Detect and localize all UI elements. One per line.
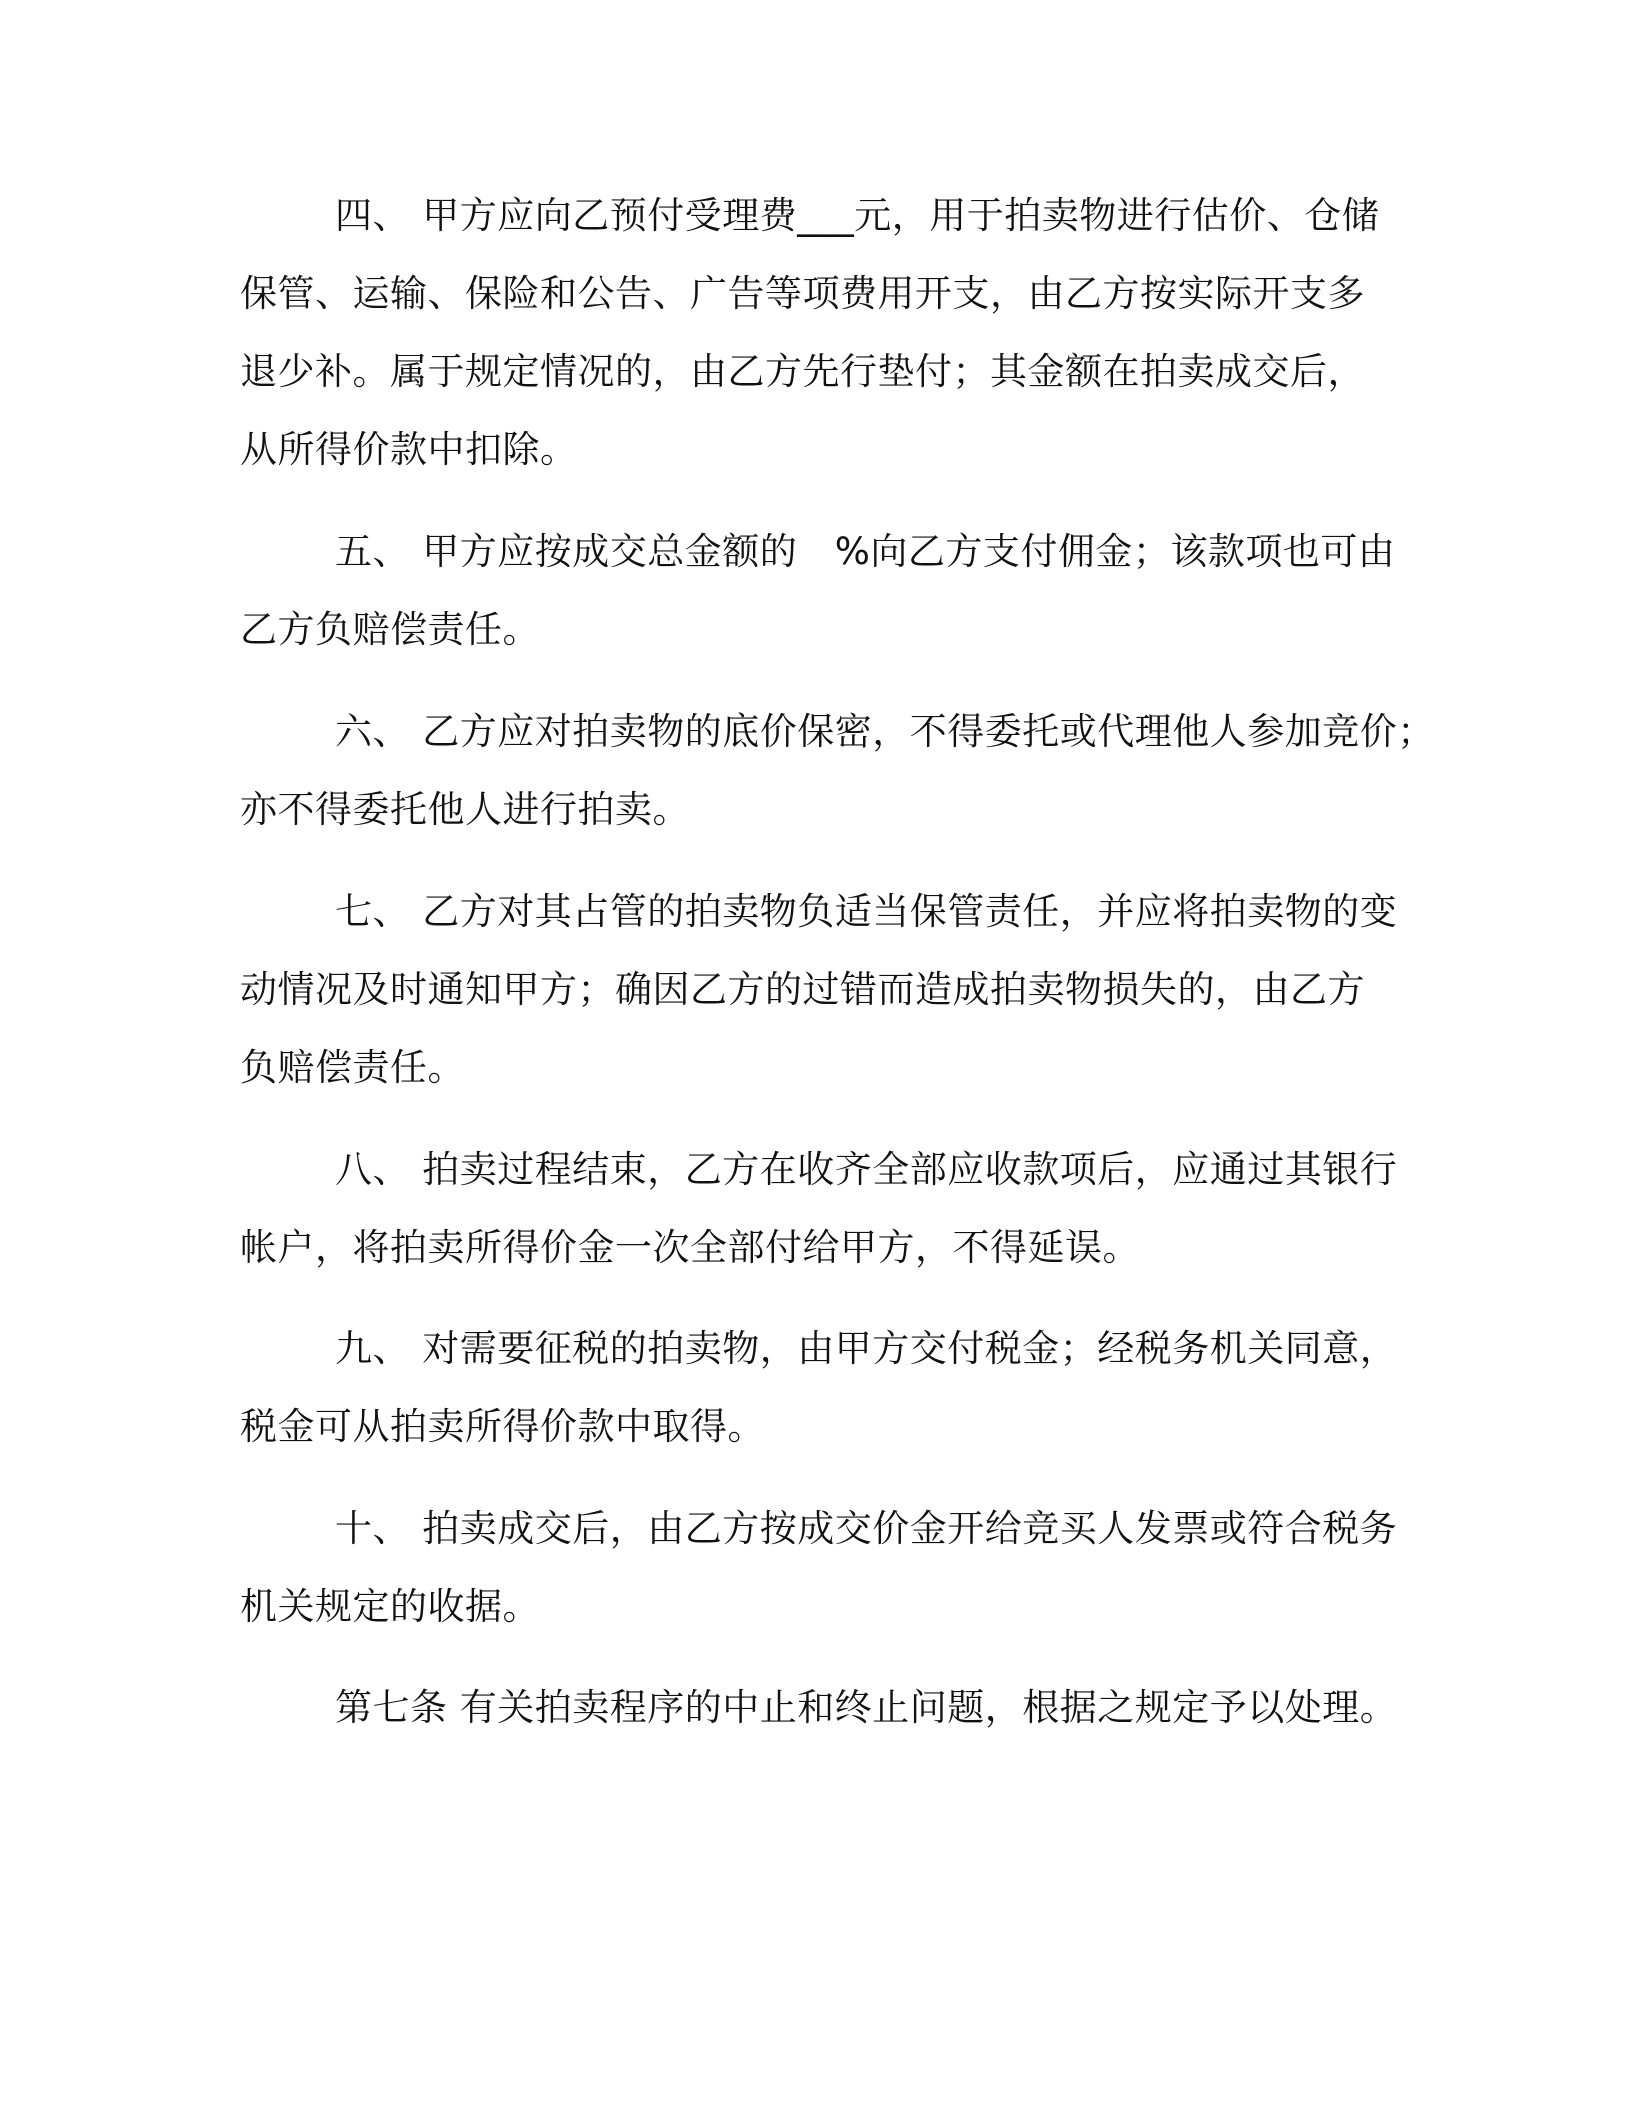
clause-4-line-2: 保管、运输、保险和公告、广告等项费用开支，由乙方按实际开支多 — [240, 272, 1365, 315]
clause-4-line-1: 四、 甲方应向乙预付受理费___元，用于拍卖物进行估价、仓储 — [335, 194, 1380, 237]
clause-7-line-1: 七、 乙方对其占管的拍卖物负适当保管责任，并应将拍卖物的变 — [335, 890, 1398, 933]
clause-4-line-3: 退少补。属于规定情况的，由乙方先行垫付；其金额在拍卖成交后， — [240, 350, 1365, 393]
clause-9-line-1: 九、 对需要征税的拍卖物，由甲方交付税金；经税务机关同意， — [335, 1327, 1398, 1370]
clause-10-line-2: 机关规定的收据。 — [240, 1585, 540, 1628]
clause-8-line-2: 帐户，将拍卖所得价金一次全部付给甲方，不得延误。 — [240, 1226, 1140, 1269]
clause-7-line-3: 负赔偿责任。 — [240, 1046, 465, 1089]
clause-10-line-1: 十、 拍卖成交后，由乙方按成交价金开给竞买人发票或符合税务 — [335, 1507, 1398, 1550]
clause-6-line-1: 六、 乙方应对拍卖物的底价保密，不得委托或代理他人参加竞价； — [335, 710, 1435, 753]
clause-6-line-2: 亦不得委托他人进行拍卖。 — [240, 788, 690, 831]
clause-5-line-2: 乙方负赔偿责任。 — [240, 608, 540, 651]
clause-5-line-1: 五、 甲方应按成交总金额的 %向乙方支付佣金；该款项也可由 — [335, 530, 1396, 573]
clause-8-line-1: 八、 拍卖过程结束，乙方在收齐全部应收款项后，应通过其银行 — [335, 1148, 1398, 1191]
article-7-line-1: 第七条 有关拍卖程序的中止和终止问题，根据之规定予以处理。 — [335, 1686, 1398, 1729]
clause-7-line-2: 动情况及时通知甲方；确因乙方的过错而造成拍卖物损失的，由乙方 — [240, 968, 1365, 1011]
clause-9-line-2: 税金可从拍卖所得价款中取得。 — [240, 1405, 765, 1448]
clause-4-line-4: 从所得价款中扣除。 — [240, 428, 578, 471]
